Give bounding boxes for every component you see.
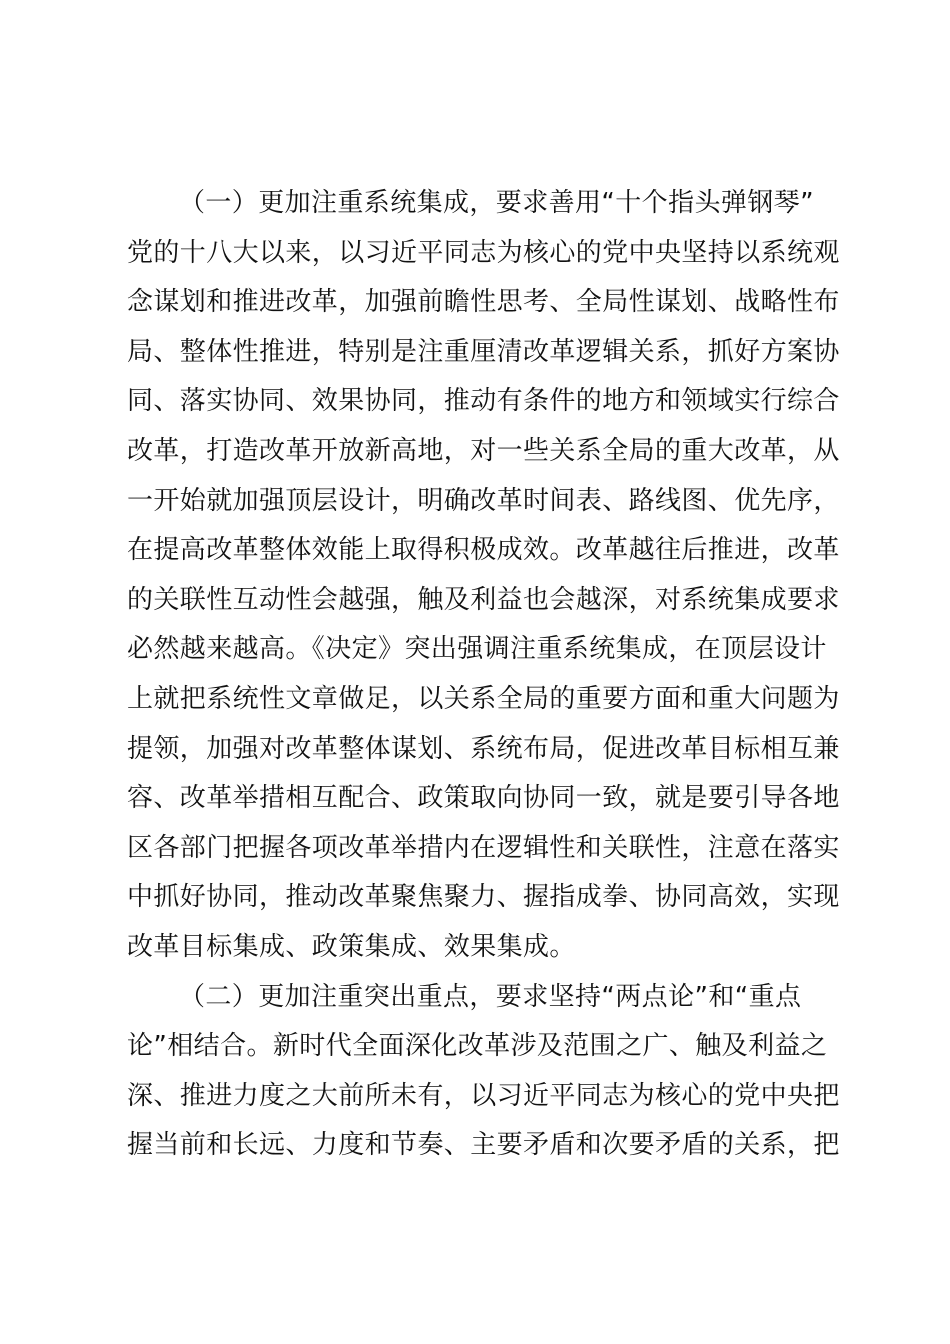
paragraph-2-line: 握当前和长远、力度和节奏、主要矛盾和次要矛盾的关系，把	[127, 1130, 840, 1161]
section-heading-2: （二）更加注重突出重点，要求坚持“两点论”和“重点	[179, 981, 802, 1012]
paragraph-1-line: 在提高改革整体效能上取得积极成效。改革越往后推进，改革	[127, 535, 840, 566]
paragraph-1-line: 局、整体性推进，特别是注重厘清改革逻辑关系，抓好方案协	[127, 336, 840, 367]
paragraph-1-line: 的关联性互动性会越强，触及利益也会越深，对系统集成要求	[127, 584, 840, 615]
paragraph-1-line: 必然越来越高。《决定》突出强调注重系统集成，在顶层设计	[127, 634, 827, 665]
paragraph-1-line: 同、落实协同、效果协同，推动有条件的地方和领域实行综合	[127, 386, 840, 417]
paragraph-2-line: 论”相结合。新时代全面深化改革涉及范围之广、触及利益之	[127, 1031, 828, 1062]
paragraph-1-line: 上就把系统性文章做足，以关系全局的重要方面和重大问题为	[127, 683, 840, 714]
paragraph-1-line: 一开始就加强顶层设计，明确改革时间表、路线图、优先序，	[127, 485, 840, 516]
paragraph-2-line: 深、推进力度之大前所未有，以习近平同志为核心的党中央把	[127, 1080, 840, 1111]
section-heading-1: （一）更加注重系统集成，要求善用“十个指头弹钢琴”	[179, 188, 814, 218]
paragraph-1-line: 党的十八大以来，以习近平同志为核心的党中央坚持以系统观	[127, 237, 840, 268]
paragraph-1-line: 提领，加强对改革整体谋划、系统布局，促进改革目标相互兼	[127, 733, 840, 764]
paragraph-1-line: 中抓好协同，推动改革聚焦聚力、握指成拳、协同高效，实现	[127, 882, 840, 913]
paragraph-1-line: 容、改革举措相互配合、政策取向协同一致，就是要引导各地	[127, 783, 840, 814]
paragraph-1-line: 改革，打造改革开放新高地，对一些关系全局的重大改革，从	[127, 435, 840, 466]
body-text	[127, 179, 840, 1171]
paragraph-1-line: 改革目标集成、政策集成、效果集成。	[127, 931, 576, 962]
paragraph-1-line: 区各部门把握各项改革举措内在逻辑性和关联性，注意在落实	[127, 832, 840, 863]
paragraph-1-line: 念谋划和推进改革，加强前瞻性思考、全局性谋划、战略性布	[127, 287, 840, 318]
